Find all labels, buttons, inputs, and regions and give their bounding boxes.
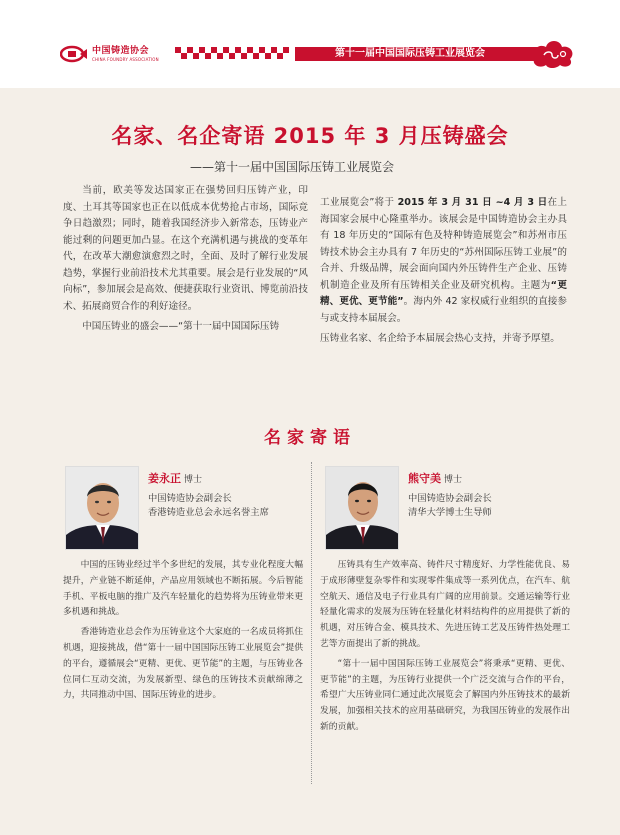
portrait-icon	[326, 467, 399, 550]
honor-text: 博士	[184, 475, 203, 485]
quote-paragraph: 中国的压铸业经过半个多世纪的发展，其专业化程度大幅提升，产业链不断延伸，产品应用领域也不断拓展。今后智能手机、平板电脑的推广及汽车轻量化的趋势将为压铸业带来更多机遇和挑战。	[63, 560, 303, 618]
article-left-column	[63, 183, 308, 340]
page-subtitle: ——第十一届中国国际压铸工业展览会	[190, 160, 395, 174]
person-name	[408, 470, 462, 486]
portrait-icon	[66, 467, 139, 550]
honor-text: 博士	[444, 475, 463, 485]
text-span: 工业展览会”将于	[320, 197, 398, 208]
person-name	[148, 470, 202, 486]
foundry-logo-icon	[60, 45, 88, 63]
article-paragraph: 中国压铸业的盛会——“第十一届中国国际压铸	[82, 321, 280, 332]
quote-paragraph: 压铸具有生产效率高、铸件尺寸精度好、力学性能优良、易于成形薄壁复杂零件和实现零件集成等一系列优点，在汽车、航空航天、通信及电子行业具有广阔的应用前景。交通运输等行业轻量化需求的发展为压铸在轻量化材料结构件的应用提供了新的机遇，对压铸合金、模具技术、先进压铸工艺及压铸件热处理工艺等方面提出了新的挑战。	[320, 560, 570, 649]
page-title: 名家、名企寄语 2015 年 3 月压铸盛会	[111, 124, 509, 148]
logo-cn-text: 中国铸造协会	[92, 45, 150, 56]
header-banner-text: 第十一届中国国际压铸工业展览会	[335, 48, 485, 59]
article-paragraph: 当前，欧美等发达国家正在强势回归压铸产业，印度、土耳其等国家也正在以低成本优势抢占市场，国际竞争日趋激烈；同时，随着我国经济步入新常态，压铸业产能过剩的问题更加凸显。在这个充满机遇与挑战的变革年代，在改革大潮愈演愈烈之时，全面、及时了解行业发展趋势，掌握行业前沿技术尤其重要。展会是行业发展的“风向标”，参加展会是高效、便捷获取行业资讯、博览前沿技术、拓展商贸合作的利好途径。	[63, 185, 308, 312]
section-title: 名家寄语	[264, 428, 356, 448]
article-paragraph: 压铸业名家、名企给予本届展会热心支持，并寄予厚望。	[320, 333, 560, 344]
article-right-column	[320, 195, 567, 352]
person-roles	[148, 492, 269, 520]
checker-decoration	[175, 44, 290, 64]
text-span: 在上海国家会展中心隆重举办。该展会是中国铸造协会主办具有 18 年历史的“国际有色及特种铸造展览会”和苏州市压铸技术协会主办具有 7 年历史的“苏州国际压铸工业展”的合并、升级品牌，展会面向国内外压铸件生产企业、压铸机制造企业及所有压铸相关企业及研究机构。主题为	[320, 197, 567, 291]
page-header	[0, 0, 620, 88]
exhibition-theme: “更精、更优、更节能”	[320, 279, 568, 307]
quote-right	[320, 558, 570, 740]
name-text: 姜永正	[148, 472, 181, 485]
portrait-photo	[325, 466, 399, 550]
exhibition-date: 2015 年 3 月 31 日 ~4 月 3 日	[397, 197, 548, 208]
auspicious-cloud-icon	[530, 37, 575, 69]
quote-paragraph: 香港铸造业总会作为压铸业这个大家庭的一名成员将抓住机遇，迎接挑战，借“第十一届中国国际压铸工业展览会”提供的平台，遵循展会“更精、更优、更节能”的主题，与压铸业各位同仁互动交流，为发展新型、绿色的压铸技术贡献绵薄之力，共同推动中国、国际压铸业的进步。	[63, 627, 303, 701]
quote-left	[63, 558, 303, 708]
name-text: 熊守美	[408, 472, 441, 485]
person-roles	[408, 492, 492, 520]
article-paragraph	[320, 195, 567, 327]
portrait-photo	[65, 466, 139, 550]
role-line: 中国铸造协会副会长	[408, 493, 492, 504]
role-line: 香港铸造业总会永远名誉主席	[148, 507, 269, 518]
role-line: 清华大学博士生导师	[408, 507, 492, 518]
role-line: 中国铸造协会副会长	[148, 493, 232, 504]
logo-en-text: CHINA FOUNDRY ASSOCIATION	[92, 56, 159, 62]
text-span: 。海内外 42 家权威行业组织的直接参与或支持本届展会。	[320, 296, 567, 324]
quote-paragraph: “第十一届中国国际压铸工业展览会”将秉承“更精、更优、更节能”的主题，为压铸行业提供一个广泛交流与合作的平台，希望广大压铸业同仁通过此次展览会了解国内外压铸技术的最新发展，加强相关技术的应用基础研究，为我国压铸业的发展作出新的贡献。	[320, 658, 570, 732]
association-logo	[60, 45, 159, 63]
column-divider	[311, 462, 312, 784]
